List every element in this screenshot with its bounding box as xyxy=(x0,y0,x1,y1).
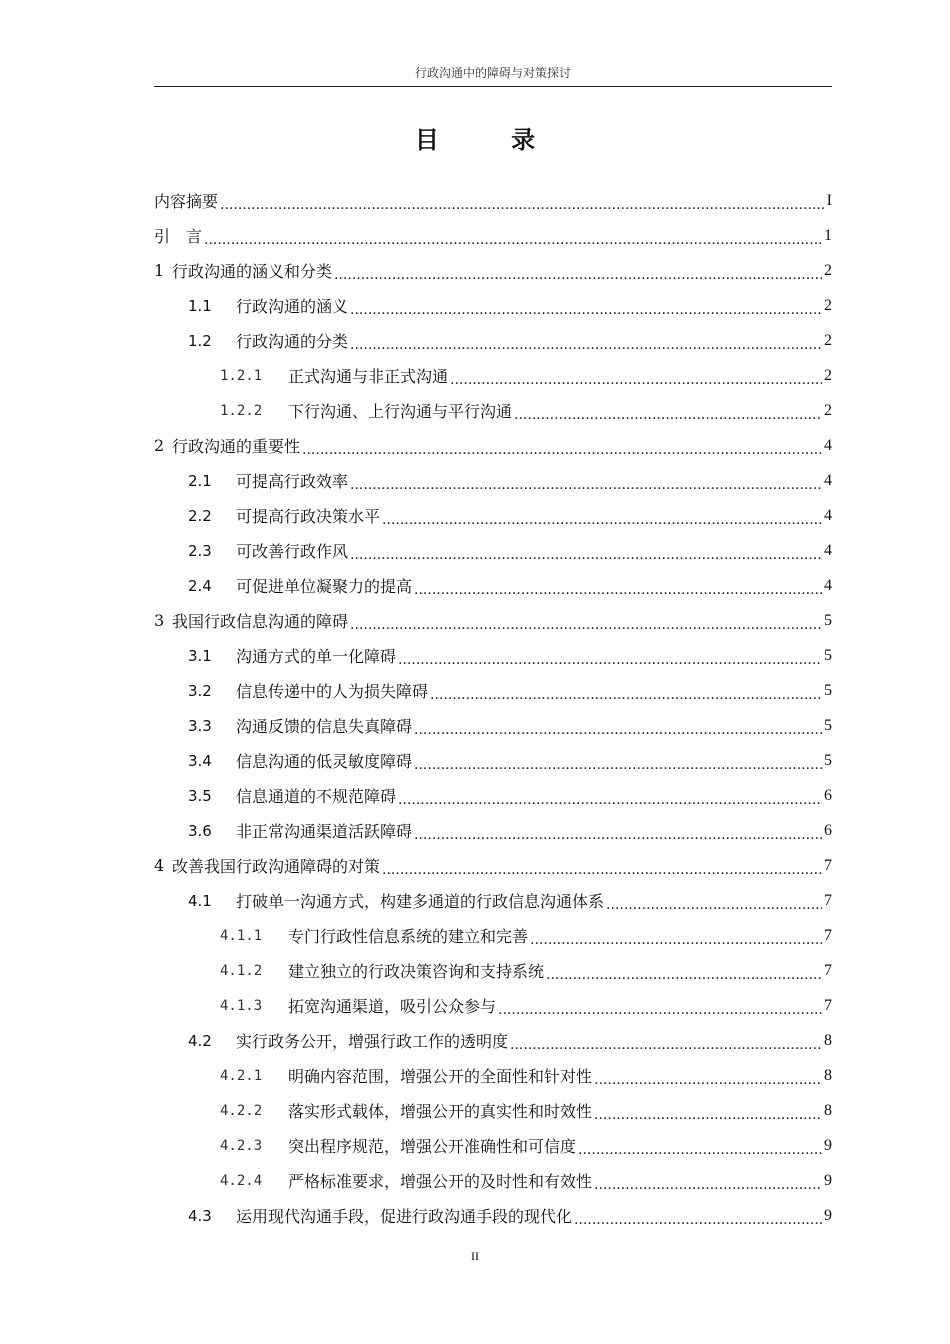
toc-entry-number: 1.2.1 xyxy=(220,367,263,384)
toc-dot-leader xyxy=(398,649,822,668)
toc-entry[interactable] xyxy=(154,953,832,988)
toc-entry-page: 7 xyxy=(824,926,832,944)
toc-entry[interactable] xyxy=(154,218,832,253)
toc-entry-page: 4 xyxy=(824,471,832,489)
toc-entry-number: 3.3 xyxy=(188,716,212,735)
toc-entry-number: 4.1.2 xyxy=(220,962,263,979)
toc-dot-leader xyxy=(450,369,822,388)
toc-entry-title: 专门行政性信息系统的建立和完善 xyxy=(288,927,529,946)
toc-entry-title: 正式沟通与非正式沟通 xyxy=(288,367,449,386)
toc-entry-number: 4 xyxy=(154,856,165,875)
toc-entry-page: 4 xyxy=(824,541,832,559)
toc-entry-title: 运用现代沟通手段，促进行政沟通手段的现代化 xyxy=(236,1207,573,1226)
toc-entry-page: 4 xyxy=(824,436,832,454)
toc-dot-leader xyxy=(546,964,822,983)
toc-dot-leader xyxy=(510,1034,822,1053)
toc-entry-title: 明确内容范围，增强公开的全面性和针对性 xyxy=(288,1067,593,1086)
toc-entry-title: 打破单一沟通方式，构建多通道的行政信息沟通体系 xyxy=(236,892,605,911)
toc-entry-page: 2 xyxy=(824,401,832,419)
toc-entry-page: I xyxy=(826,191,832,209)
toc-entry-title: 引 言 xyxy=(154,227,203,246)
toc-entry[interactable] xyxy=(154,393,832,428)
toc-dot-leader xyxy=(302,439,822,458)
toc-entry-title: 下行沟通、上行沟通与平行沟通 xyxy=(288,402,513,421)
toc-entry[interactable] xyxy=(154,288,832,323)
toc-entry-title: 可提高行政决策水平 xyxy=(236,507,381,526)
toc-entry[interactable] xyxy=(154,708,832,743)
toc-entry-number: 4.3 xyxy=(188,1206,212,1225)
toc-entry-page: 8 xyxy=(824,1066,832,1084)
toc-dot-leader xyxy=(414,754,822,773)
toc-entry-number: 1.1 xyxy=(188,296,212,315)
toc-entry-number: 2.3 xyxy=(188,541,212,560)
toc-entry-number: 4.1.1 xyxy=(220,927,263,944)
toc-entry[interactable] xyxy=(154,673,832,708)
toc-entry-title: 改善我国行政沟通障碍的对策 xyxy=(172,857,381,876)
toc-dot-leader xyxy=(350,474,822,493)
toc-entry-number: 2 xyxy=(154,436,165,455)
toc-entry-number: 4.1.3 xyxy=(220,997,263,1014)
toc-entry-page: 2 xyxy=(824,366,832,384)
toc-dot-leader xyxy=(350,614,822,633)
toc-entry-page: 7 xyxy=(824,891,832,909)
toc-entry-title: 信息通道的不规范障碍 xyxy=(236,787,397,806)
toc-entry-title: 沟通反馈的信息失真障碍 xyxy=(236,717,413,736)
toc-entry-title: 拓宽沟通渠道，吸引公众参与 xyxy=(288,997,497,1016)
toc-entry-page: 2 xyxy=(824,296,832,314)
toc-entry[interactable] xyxy=(154,1093,832,1128)
toc-entry-page: 6 xyxy=(824,821,832,839)
toc-entry-title: 行政沟通的涵义 xyxy=(236,297,349,316)
toc-entry[interactable] xyxy=(154,1128,832,1163)
toc-entry-title: 信息沟通的低灵敏度障碍 xyxy=(236,752,413,771)
toc-entry[interactable] xyxy=(154,743,832,778)
toc-entry-page: 4 xyxy=(824,576,832,594)
toc-dot-leader xyxy=(606,894,822,913)
toc-entry-page: 7 xyxy=(824,856,832,874)
toc-entry[interactable] xyxy=(154,1198,832,1233)
running-header: 行政沟通中的障碍与对策探讨 xyxy=(414,66,571,80)
toc-entry[interactable] xyxy=(154,988,832,1023)
toc-entry-page: 6 xyxy=(824,786,832,804)
toc-dot-leader xyxy=(594,1069,822,1088)
toc-entry-number: 4.2.1 xyxy=(220,1067,263,1084)
toc-entry-page: 8 xyxy=(824,1101,832,1119)
toc-entry[interactable] xyxy=(154,323,832,358)
toc-entry-page: 5 xyxy=(824,716,832,734)
toc-dot-leader xyxy=(594,1104,822,1123)
toc-entry-page: 5 xyxy=(824,646,832,664)
toc-entry-number: 3.1 xyxy=(188,646,212,665)
toc-entry-number: 2.2 xyxy=(188,506,212,525)
toc-dot-leader xyxy=(574,1209,822,1228)
toc-entry-title: 严格标准要求，增强公开的及时性和有效性 xyxy=(288,1172,593,1191)
toc-entry-title: 突出程序规范，增强公开准确性和可信度 xyxy=(288,1137,577,1156)
toc-dot-leader xyxy=(398,789,822,808)
toc-entry-number: 3.6 xyxy=(188,821,212,840)
toc-entry[interactable] xyxy=(154,568,832,603)
toc-entry-number: 1 xyxy=(154,261,165,280)
toc-entry-title: 沟通方式的单一化障碍 xyxy=(236,647,397,666)
toc-entry[interactable] xyxy=(154,813,832,848)
toc-entry-title: 内容摘要 xyxy=(154,192,219,211)
toc-entry-page: 9 xyxy=(824,1171,832,1189)
toc-entry-number: 4.1 xyxy=(188,891,212,910)
toc-dot-leader xyxy=(350,334,822,353)
toc-entry-number: 1.2.2 xyxy=(220,402,263,419)
toc-entry-number: 3.2 xyxy=(188,681,212,700)
toc-entry-number: 4.2.4 xyxy=(220,1172,263,1189)
toc-entry-page: 5 xyxy=(824,611,832,629)
toc-entry[interactable] xyxy=(154,428,832,463)
toc-dot-leader xyxy=(414,719,822,738)
toc-dot-leader xyxy=(578,1139,822,1158)
toc-dot-leader xyxy=(220,194,825,213)
toc-dot-leader xyxy=(514,404,822,423)
toc-entry-title: 我国行政信息沟通的障碍 xyxy=(172,612,349,631)
toc-entry-number: 4.2 xyxy=(188,1031,212,1050)
toc-entry-page: 9 xyxy=(824,1136,832,1154)
toc-entry[interactable] xyxy=(154,883,832,918)
toc-entry-title: 实行政务公开，增强行政工作的透明度 xyxy=(236,1032,509,1051)
toc-entry[interactable] xyxy=(154,1058,832,1093)
toc-entry-page: 4 xyxy=(824,506,832,524)
toc-dot-leader xyxy=(530,929,822,948)
toc-dot-leader xyxy=(350,299,822,318)
toc-entry[interactable] xyxy=(154,638,832,673)
toc-entry-title: 落实形式载体，增强公开的真实性和时效性 xyxy=(288,1102,593,1121)
toc-entry-page: 7 xyxy=(824,996,832,1014)
toc-entry-title: 可促进单位凝聚力的提高 xyxy=(236,577,413,596)
toc-entry[interactable] xyxy=(154,463,832,498)
toc-entry-number: 3.4 xyxy=(188,751,212,770)
toc-entry-number: 3 xyxy=(154,611,165,630)
toc-dot-leader xyxy=(414,579,822,598)
toc-entry[interactable] xyxy=(154,918,832,953)
toc-entry[interactable] xyxy=(154,1163,832,1198)
toc-entry-page: 8 xyxy=(824,1031,832,1049)
toc-dot-leader xyxy=(498,999,822,1018)
toc-entry-title: 可提高行政效率 xyxy=(236,472,349,491)
toc-entry[interactable] xyxy=(154,358,832,393)
toc-entry-title: 行政沟通的涵义和分类 xyxy=(172,262,333,281)
toc-entry-number: 1.2 xyxy=(188,331,212,350)
toc-entry[interactable] xyxy=(154,603,832,638)
toc-entry-page: 1 xyxy=(824,226,832,244)
toc-dot-leader xyxy=(350,544,822,563)
toc-entry-number: 4.2.2 xyxy=(220,1102,263,1119)
toc-dot-leader xyxy=(204,229,822,248)
toc-entry-page: 7 xyxy=(824,961,832,979)
toc-entry-number: 2.4 xyxy=(188,576,212,595)
toc-entry-page: 5 xyxy=(824,681,832,699)
toc-entry-page: 2 xyxy=(824,331,832,349)
toc-dot-leader xyxy=(414,824,822,843)
toc-dot-leader xyxy=(594,1174,822,1193)
toc-entry[interactable] xyxy=(154,183,832,218)
toc-entry-number: 4.2.3 xyxy=(220,1137,263,1154)
toc-entry-number: 2.1 xyxy=(188,471,212,490)
toc-dot-leader xyxy=(430,684,822,703)
toc-entry[interactable] xyxy=(154,533,832,568)
toc-entry-title: 行政沟通的分类 xyxy=(236,332,349,351)
toc-entry-title: 行政沟通的重要性 xyxy=(172,437,301,456)
toc-entry-title: 建立独立的行政决策咨询和支持系统 xyxy=(288,962,545,981)
page-title: 目 录 xyxy=(414,125,568,154)
toc-entry-page: 2 xyxy=(824,261,832,279)
toc-entry[interactable] xyxy=(154,778,832,813)
header-rule xyxy=(154,86,832,87)
toc-entry-page: 9 xyxy=(824,1206,832,1224)
page-number: II xyxy=(471,1249,479,1263)
toc-entry[interactable] xyxy=(154,498,832,533)
toc-entry-page: 5 xyxy=(824,751,832,769)
toc-dot-leader xyxy=(334,264,822,283)
toc-entry[interactable] xyxy=(154,848,832,883)
toc-entry[interactable] xyxy=(154,1023,832,1058)
toc-dot-leader xyxy=(382,859,822,878)
toc-entry-number: 3.5 xyxy=(188,786,212,805)
toc-dot-leader xyxy=(382,509,822,528)
toc-entry-title: 可改善行政作风 xyxy=(236,542,349,561)
toc-entry-title: 非正常沟通渠道活跃障碍 xyxy=(236,822,413,841)
table-of-contents xyxy=(154,183,832,1233)
toc-entry-title: 信息传递中的人为损失障碍 xyxy=(236,682,429,701)
toc-entry[interactable] xyxy=(154,253,832,288)
